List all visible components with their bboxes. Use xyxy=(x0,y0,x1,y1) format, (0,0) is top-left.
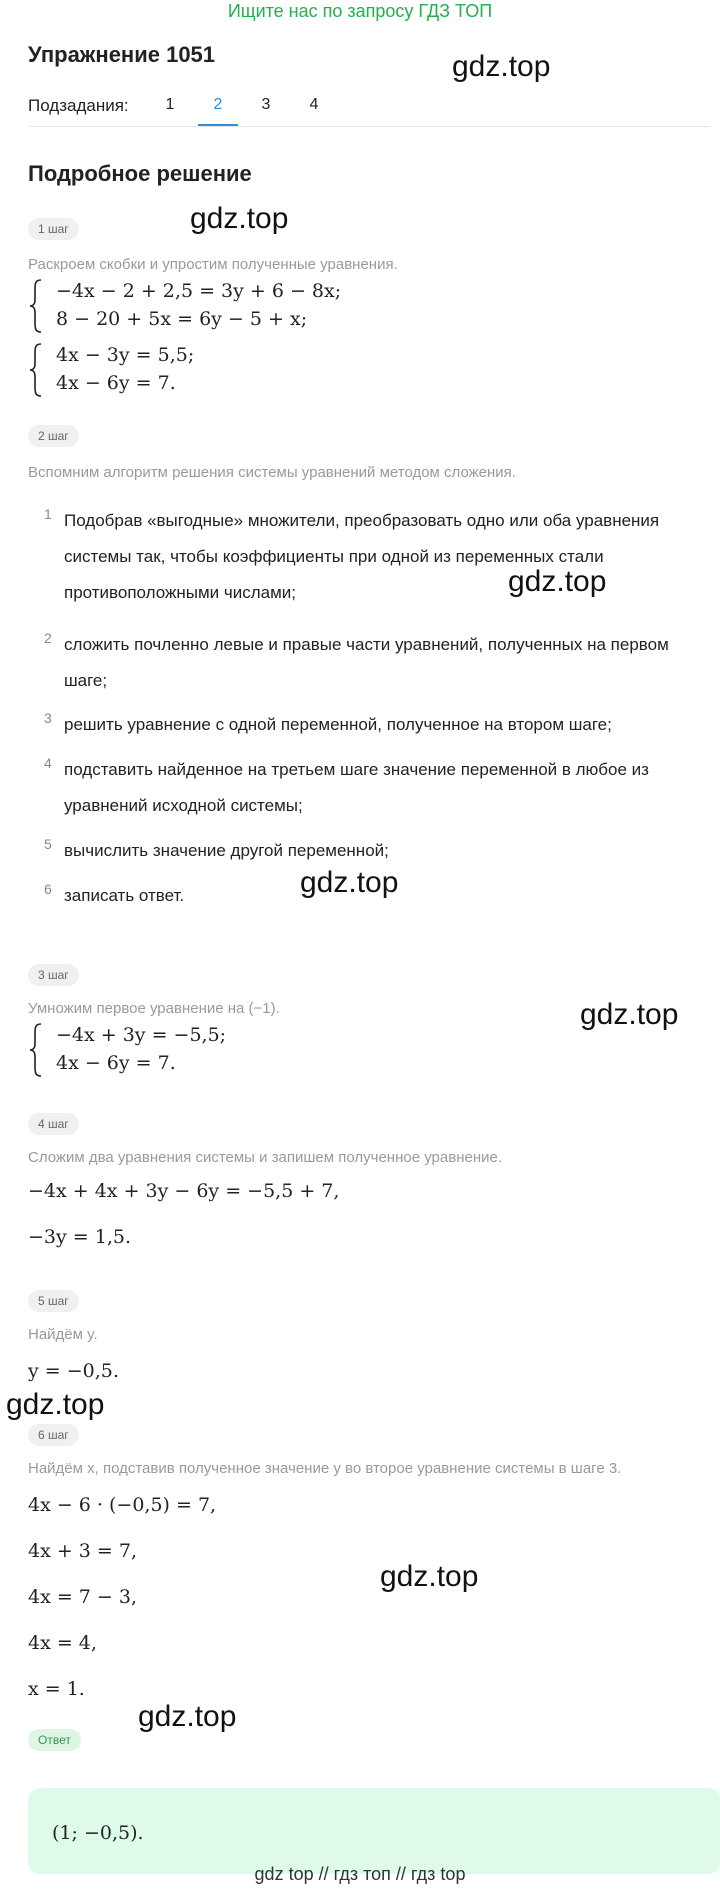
list-text: вычислить значение другой переменной; xyxy=(64,841,389,860)
watermark: gdz.top xyxy=(6,1388,105,1421)
equation: −4x − 2 + 2,5 = 3y + 6 − 8x; xyxy=(56,280,342,302)
step-hint-5: Найдём y. xyxy=(28,1326,98,1343)
list-number: 5 xyxy=(44,836,52,852)
list-text: сложить почленно левые и правые части уравнений, полученных на первом шаге; xyxy=(64,635,669,690)
list-text: записать ответ. xyxy=(64,886,185,905)
exercise-title: Упражнение 1051 xyxy=(28,42,216,67)
answer-value: (1; −0,5). xyxy=(52,1822,144,1844)
watermark: gdz.top xyxy=(300,866,399,899)
equation: −4x + 4x + 3y − 6y = −5,5 + 7, xyxy=(28,1180,340,1202)
equation: 4x − 6y = 7. xyxy=(56,372,176,394)
equation: 4x − 3y = 5,5; xyxy=(56,344,195,366)
list-text: решить уравнение с одной переменной, полученное на втором шаге; xyxy=(64,715,612,734)
equation-system xyxy=(28,278,428,334)
list-text: Подобрав «выгодные» множители, преобразовать одно или оба уравнения системы так, чтобы коэффициенты при одной из переменных стали противоположными числами; xyxy=(64,511,660,602)
equation: −3y = 1,5. xyxy=(28,1226,131,1248)
step-hint-6: Найдём x, подставив полученное значение y во второе уравнение системы в шаге 3. xyxy=(28,1460,622,1477)
watermark: gdz.top xyxy=(580,998,679,1031)
step-hint-4: Сложим два уравнения системы и запишем полученное уравнение. xyxy=(28,1149,503,1166)
step-badge-6: 6 шаг xyxy=(28,1424,79,1446)
equation: 4x = 4, xyxy=(28,1632,97,1654)
equation: 8 − 20 + 5x = 6y − 5 + x; xyxy=(56,308,308,330)
list-number: 1 xyxy=(44,506,52,522)
list-number: 2 xyxy=(44,630,52,646)
top-banner: Ищите нас по запросу ГДЗ ТОП xyxy=(227,1,493,21)
watermark: gdz.top xyxy=(190,202,289,235)
equation: 4x + 3 = 7, xyxy=(28,1540,138,1562)
list-text: подставить найденное на третьем шаге значение переменной в любое из уравнений исходной системы; xyxy=(64,760,649,815)
equation: x = 1. xyxy=(28,1678,85,1700)
step-hint-3: Умножим первое уравнение на (−1). xyxy=(28,1000,280,1017)
answer-box xyxy=(28,1788,720,1874)
brace-icon xyxy=(28,1022,44,1078)
watermark: gdz.top xyxy=(452,50,551,83)
answer-badge: Ответ xyxy=(28,1729,81,1751)
equation-system xyxy=(28,1022,428,1078)
step-badge-1: 1 шаг xyxy=(28,218,79,240)
equation: 4x = 7 − 3, xyxy=(28,1586,138,1608)
tab-subtask-4[interactable]: 4 xyxy=(309,96,319,113)
tab-subtask-1[interactable]: 1 xyxy=(165,96,175,113)
step-badge-2: 2 шаг xyxy=(28,425,79,447)
watermark: gdz.top xyxy=(508,565,607,598)
equation: y = −0,5. xyxy=(28,1360,119,1382)
equation: 4x − 6y = 7. xyxy=(56,1052,176,1074)
brace-icon xyxy=(28,278,44,334)
list-number: 4 xyxy=(44,755,52,771)
equation-system xyxy=(28,342,428,398)
list-number: 6 xyxy=(44,881,52,897)
subtasks-label: Подзадания: xyxy=(28,96,129,115)
watermark: gdz.top xyxy=(138,1700,237,1733)
footer-links[interactable]: gdz top // гдз топ // гдз top xyxy=(254,1864,466,1884)
equation: 4x − 6 · (−0,5) = 7, xyxy=(28,1494,217,1516)
watermark: gdz.top xyxy=(380,1560,479,1593)
step-badge-5: 5 шаг xyxy=(28,1290,79,1312)
step-hint-1: Раскроем скобки и упростим полученные уравнения. xyxy=(28,256,398,273)
brace-icon xyxy=(28,342,44,398)
step-badge-3: 3 шаг xyxy=(28,964,79,986)
list-number: 3 xyxy=(44,710,52,726)
solution-title: Подробное решение xyxy=(28,161,252,186)
equation: −4x + 3y = −5,5; xyxy=(56,1024,227,1046)
step-hint-2: Вспомним алгоритм решения системы уравнений методом сложения. xyxy=(28,464,516,481)
tab-subtask-2[interactable]: 2 xyxy=(198,92,238,126)
tab-subtask-3[interactable]: 3 xyxy=(261,96,271,113)
subtasks-nav xyxy=(28,92,710,127)
step-badge-4: 4 шаг xyxy=(28,1113,79,1135)
